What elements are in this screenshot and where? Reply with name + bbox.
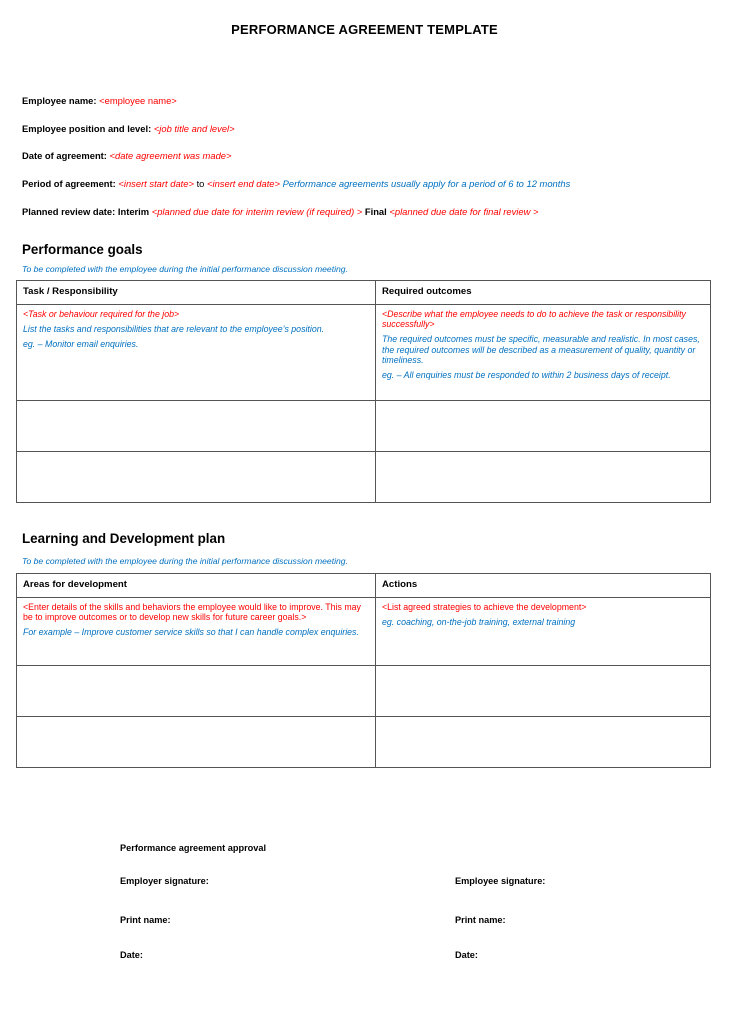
employee-name-label: Employee name: [22, 95, 97, 106]
employee-name-value[interactable]: <employee name> [99, 95, 177, 106]
review-final[interactable]: <planned due date for final review > [389, 206, 539, 217]
date-value[interactable]: <date agreement was made> [109, 150, 232, 161]
task-cell-empty[interactable] [17, 452, 376, 503]
actions-cell-empty[interactable] [376, 717, 711, 768]
review-interim[interactable]: <planned due date for interim review (if required) > [151, 206, 363, 217]
actions-cell-empty[interactable] [376, 666, 711, 717]
learning-plan-heading: Learning and Development plan [22, 531, 226, 546]
employee-name-field [22, 95, 177, 106]
outcome-cell[interactable] [376, 305, 711, 401]
development-example: For example – Improve customer service skills so that I can handle complex enquiries. [23, 627, 359, 638]
learning-plan-note: To be completed with the employee during the initial performance discussion meeting. [22, 556, 348, 566]
date-label: Date of agreement: [22, 150, 107, 161]
page-title: PERFORMANCE AGREEMENT TEMPLATE [231, 22, 498, 37]
review-label: Planned review date: Interim [22, 206, 150, 217]
table-row [17, 666, 711, 717]
position-label: Employee position and level: [22, 123, 152, 134]
task-example: eg. – Monitor email enquiries. [23, 339, 139, 350]
employee-print-name-label: Print name: [455, 915, 506, 925]
table-row [17, 452, 711, 503]
period-start[interactable]: <insert start date> [118, 178, 194, 189]
date-field [22, 150, 231, 161]
performance-goals-table [16, 280, 711, 503]
task-cell[interactable] [17, 305, 376, 401]
employer-signature-label: Employer signature: [120, 876, 209, 886]
task-placeholder: <Task or behaviour required for the job> [23, 309, 180, 319]
approval-heading: Performance agreement approval [120, 843, 267, 853]
development-cell-empty[interactable] [17, 666, 376, 717]
outcome-placeholder: <Describe what the employee needs to do to achieve the task or responsibility successfully> [382, 309, 686, 330]
development-placeholder: <Enter details of the skills and behaviors the employee would like to improve. This may be to improve outcomes or to develop new skills for future career goals.> [23, 602, 361, 623]
table-header-row [17, 281, 711, 305]
areas-for-development-header: Areas for development [17, 574, 376, 598]
actions-cell[interactable] [376, 598, 711, 666]
outcome-cell-empty[interactable] [376, 452, 711, 503]
outcome-example: eg. – All enquiries must be responded to within 2 business days of receipt. [382, 370, 671, 381]
development-cell[interactable] [17, 598, 376, 666]
actions-example: eg. coaching, on-the-job training, external training [382, 617, 576, 628]
employee-date-label: Date: [455, 950, 478, 960]
table-header-row [17, 574, 711, 598]
actions-placeholder: <List agreed strategies to achieve the development> [382, 602, 587, 612]
period-field [22, 178, 570, 189]
position-value[interactable]: <job title and level> [153, 123, 235, 134]
employer-date-label: Date: [120, 950, 143, 960]
development-cell-empty[interactable] [17, 717, 376, 768]
table-row [17, 717, 711, 768]
learning-plan-table [16, 573, 711, 768]
review-field [22, 206, 538, 217]
outcome-guidance: The required outcomes must be specific, measurable and realistic. In most cases, the required outcomes will be described as a measurement of quality, quantity or timeliness. [382, 334, 700, 365]
actions-header: Actions [376, 574, 711, 598]
task-responsibility-header: Task / Responsibility [17, 281, 376, 305]
table-row [17, 598, 711, 666]
period-end[interactable]: <insert end date> [207, 178, 280, 189]
table-row [17, 401, 711, 452]
performance-goals-note: To be completed with the employee during the initial performance discussion meeting. [22, 264, 348, 274]
performance-goals-heading: Performance goals [22, 242, 143, 257]
task-cell-empty[interactable] [17, 401, 376, 452]
review-final-label: Final [364, 206, 387, 217]
period-label: Period of agreement: [22, 178, 116, 189]
task-guidance: List the tasks and responsibilities that are relevant to the employee’s position. [23, 324, 325, 335]
employer-print-name-label: Print name: [120, 915, 171, 925]
period-to: to [196, 178, 205, 189]
table-row [17, 305, 711, 401]
outcome-cell-empty[interactable] [376, 401, 711, 452]
period-note: Performance agreements usually apply for a period of 6 to 12 months [282, 178, 571, 189]
employee-signature-label: Employee signature: [455, 876, 546, 886]
position-field [22, 123, 235, 134]
required-outcomes-header: Required outcomes [376, 281, 711, 305]
